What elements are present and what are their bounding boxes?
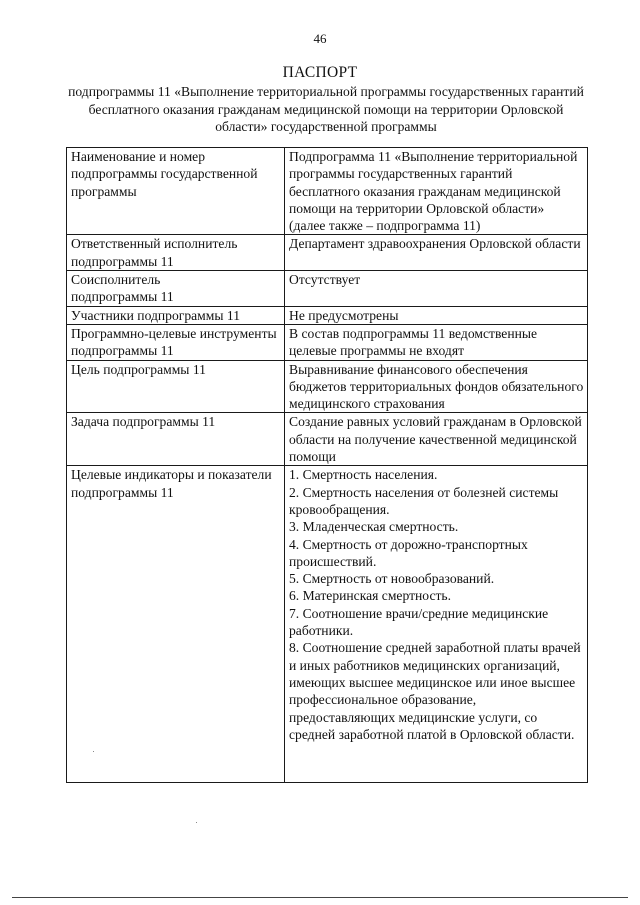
table-row	[67, 360, 588, 413]
row-value: Выравнивание финансового обеспечения бюджетов территориальных фондов обязательного медицинского страхования	[285, 360, 588, 413]
list-item: 4. Смертность от дорожно-транспортных происшествий.	[289, 536, 528, 569]
passport-table	[66, 147, 588, 783]
scan-speck	[196, 822, 197, 823]
table-row	[67, 271, 588, 307]
table-row-indicators	[67, 466, 588, 783]
list-item: 1. Смертность населения.	[289, 467, 438, 483]
indicators-list	[289, 466, 584, 743]
scan-speck	[93, 751, 94, 752]
table-row	[67, 148, 588, 235]
row-label: Соисполнитель подпрограммы 11	[67, 271, 285, 307]
list-item: 2. Смертность населения от болезней системы кровообращения.	[289, 484, 559, 517]
table-row	[67, 306, 588, 324]
table-row	[67, 413, 588, 466]
row-label: Участники подпрограммы 11	[67, 306, 285, 324]
row-label: Задача подпрограммы 11	[67, 413, 285, 466]
table-row	[67, 324, 588, 360]
table-row	[67, 235, 588, 271]
list-item: 3. Младенческая смертность.	[289, 519, 459, 535]
row-value: Подпрограмма 11 «Выполнение территориальной программы государственных гарантий бесплатного оказания гражданам медицинской помощи на территории Орловской области» (далее также – подпрограмма 11)	[285, 148, 588, 235]
list-item: 8. Соотношение средней заработной платы врачей и иных работников медицинских организаций, имеющих высшее медицинское или иное высшее профессиональное образование, предоставляющих медицинские услуги, со средней заработной платой в Орловской области.	[289, 640, 581, 742]
indicators-cell	[285, 466, 588, 783]
row-label: Программно-целевые инструменты подпрограммы 11	[67, 324, 285, 360]
document-title: ПАСПОРТ	[282, 64, 358, 81]
list-item: 7. Соотношение врачи/средние медицинские работники.	[289, 605, 549, 639]
row-value: Создание равных условий гражданам в Орловской области на получение качественной медицинской помощи	[285, 413, 588, 466]
list-item: 6. Материнская смертность.	[289, 588, 452, 604]
list-item: 5. Смертность от новообразований.	[289, 571, 495, 587]
row-value: Отсутствует	[285, 271, 588, 307]
row-label: Ответственный исполнитель подпрограммы 11	[67, 235, 285, 271]
row-value: В состав подпрограммы 11 ведомственные целевые программы не входят	[285, 324, 588, 360]
page-number: 46	[313, 31, 327, 46]
page-bottom-rule	[12, 897, 628, 898]
row-label: Цель подпрограммы 11	[67, 360, 285, 413]
row-label: Наименование и номер подпрограммы государственной программы	[67, 148, 285, 235]
row-label: Целевые индикаторы и показатели подпрограммы 11	[67, 466, 285, 783]
row-value: Не предусмотрены	[285, 306, 588, 324]
document-subtitle: подпрограммы 11 «Выполнение территориальной программы государственных гарантий бесплатного оказания гражданам медицинской помощи на территории Орловской области» государственной программы	[68, 84, 584, 134]
row-value: Департамент здравоохранения Орловской области	[285, 235, 588, 271]
